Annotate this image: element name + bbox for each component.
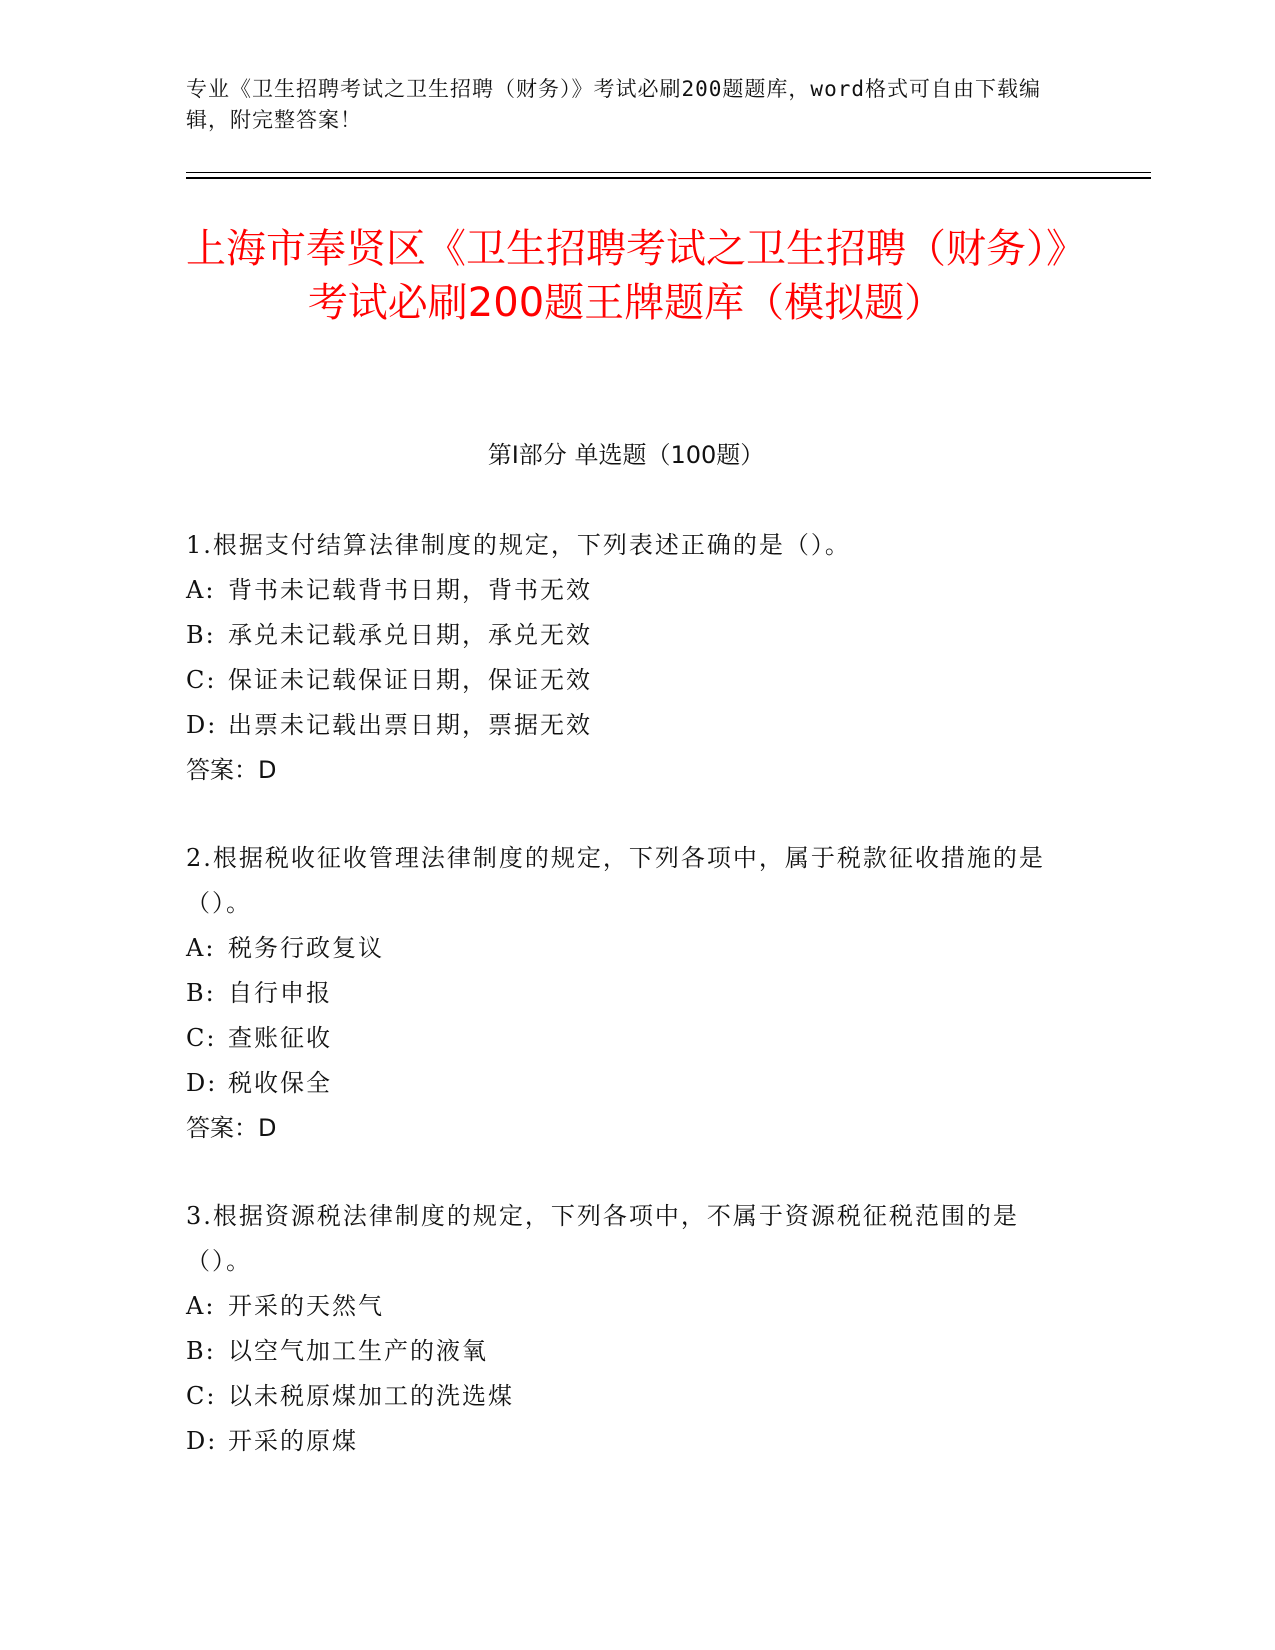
option-text: 出票未记载出票日期，票据无效 [228,711,592,739]
option-text: 自行申报 [228,979,332,1007]
option-letter: C: [186,666,217,694]
header-divider-thin [186,172,1151,173]
question-answer: 答案：D [186,756,277,784]
question-option [186,1061,1056,1106]
header-divider-thick [186,177,1151,179]
question-answer: 答案：D [186,1114,277,1142]
option-letter: B: [186,621,216,649]
option-letter: B: [186,979,216,1007]
option-letter: C: [186,1024,217,1052]
question-item [186,836,1056,1151]
document-title: 上海市奉贤区《卫生招聘考试之卫生招聘（财务）》考试必刷200题王牌题库（模拟题） [186,226,1066,326]
question-option [186,1419,1056,1464]
question-option [186,971,1056,1016]
option-text: 开采的原煤 [228,1427,358,1455]
section-title: 第I部分 单选题（100题） [487,441,765,469]
question-option [186,703,1056,748]
question-option [186,1016,1056,1061]
option-text: 以未税原煤加工的洗选煤 [228,1382,514,1410]
option-letter: C: [186,1382,217,1410]
option-text: 背书未记载背书日期，背书无效 [228,576,592,604]
question-item [186,523,1056,793]
option-letter: D: [186,1427,218,1455]
option-text: 开采的天然气 [228,1292,384,1320]
option-letter: A: [186,1292,216,1320]
option-letter: A: [186,576,216,604]
question-option [186,1329,1056,1374]
option-text: 税务行政复议 [228,934,384,962]
question-option [186,658,1056,703]
option-text: 保证未记载保证日期，保证无效 [228,666,592,694]
option-letter: D: [186,711,218,739]
option-text: 承兑未记载承兑日期，承兑无效 [228,621,592,649]
question-stem: 2.根据税收征收管理法律制度的规定，下列各项中，属于税款征收措施的是（）。 [186,844,1045,917]
question-item [186,1194,1056,1464]
question-option [186,1284,1056,1329]
option-letter: B: [186,1337,216,1365]
question-option [186,926,1056,971]
option-text: 税收保全 [228,1069,332,1097]
question-list [186,523,1056,1507]
question-option [186,613,1056,658]
question-option [186,1374,1056,1419]
intro-text: 专业《卫生招聘考试之卫生招聘（财务）》考试必刷200题题库，word格式可自由下载编辑，附完整答案！ [186,77,1041,132]
option-text: 查账征收 [228,1024,332,1052]
question-stem: 1.根据支付结算法律制度的规定，下列表述正确的是（）。 [186,531,851,559]
question-stem: 3.根据资源税法律制度的规定，下列各项中，不属于资源税征税范围的是（）。 [186,1202,1019,1275]
option-letter: D: [186,1069,218,1097]
option-letter: A: [186,934,216,962]
option-text: 以空气加工生产的液氧 [228,1337,488,1365]
question-option [186,568,1056,613]
